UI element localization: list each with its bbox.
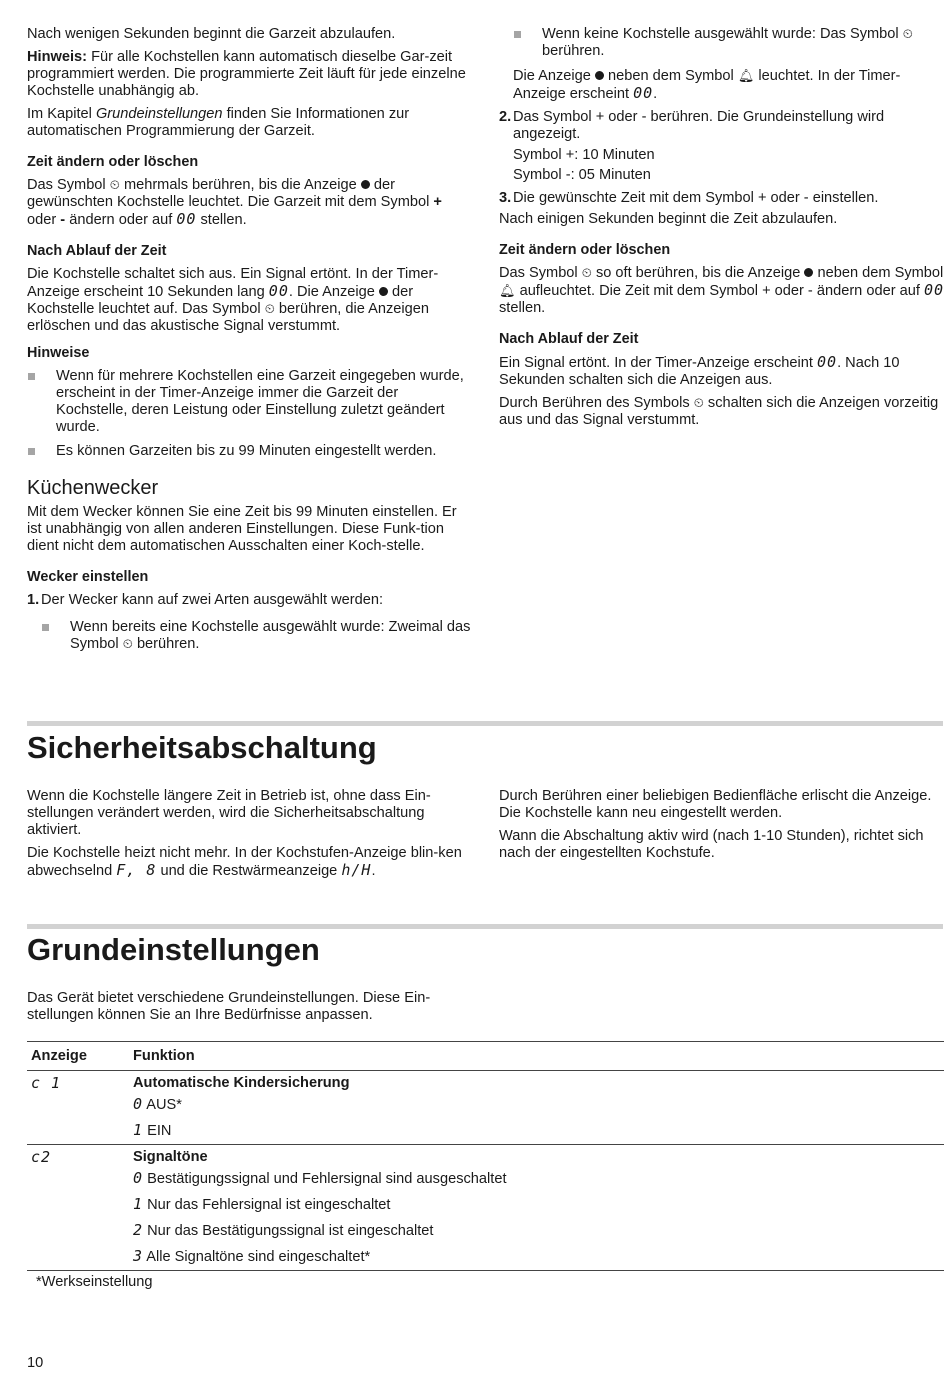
timer-icon: ⏲	[581, 266, 592, 281]
step-text: Der Wecker kann auf zwei Arten ausgewählt werden:	[41, 592, 384, 608]
timer-icon: ⏲	[264, 302, 275, 317]
symbol-plus-line: Symbol +: 10 Minuten	[513, 147, 655, 163]
text: Die Anzeige	[513, 68, 591, 84]
reference-paragraph	[27, 106, 473, 140]
ref-text: finden Sie Informationen zur automatischen Programmierung der Garzeit.	[27, 106, 410, 139]
safety-right	[499, 788, 945, 868]
text: Das Symbol	[499, 265, 578, 281]
paragraph: Das Gerät bietet verschiedene Grundeinstellungen. Diese Ein-stellungen können Sie an Ihre Bedürfnisse anpassen.	[27, 990, 431, 1023]
text: stellen.	[499, 300, 546, 316]
text: leuchtet. In der Timer-Anzeige erscheint	[513, 68, 901, 102]
text: Durch Berühren des Symbols	[499, 395, 690, 411]
text: Die Kochstelle schaltet sich aus. Ein Signal ertönt. In der Timer-Anzeige erscheint 10 Sekunden lang	[27, 266, 439, 300]
heading-after-time: Nach Ablauf der Zeit	[27, 243, 167, 259]
step1-options-cont	[513, 26, 945, 60]
page-number: 10	[27, 1355, 44, 1371]
section-divider	[27, 721, 943, 726]
text: Ein Signal ertönt. In der Timer-Anzeige erscheint	[499, 355, 813, 371]
heading-kitchen-timer: Küchenwecker	[27, 477, 159, 499]
section-title-safety: Sicherheitsabschaltung	[27, 730, 377, 765]
indicator-dot-icon	[595, 71, 604, 80]
text: neben dem Symbol	[817, 265, 944, 281]
hint-paragraph	[27, 49, 473, 100]
paragraph: Wenn die Kochstelle längere Zeit in Betrieb ist, ohne dass Ein-stellungen verändert werden, wird die Sicherheitsabschaltung aktiviert.	[27, 788, 431, 838]
column-header-display: Anzeige	[27, 1042, 129, 1071]
text: der gewünschten Kochstelle leuchtet. Die Garzeit mit dem Symbol	[27, 177, 430, 210]
timer-icon: ⏲	[693, 396, 704, 411]
segment-code: c2	[31, 1148, 52, 1166]
after-paragraph	[499, 354, 945, 389]
timer-icon: ⏲	[122, 637, 133, 652]
text: und die Restwärmeanzeige	[160, 863, 338, 879]
segment-code: 0	[133, 1095, 144, 1113]
table-header-row	[27, 1042, 944, 1071]
segment-code: 1	[133, 1121, 144, 1139]
text: der Kochstelle leuchtet auf. Das Symbol	[27, 284, 414, 317]
table-row	[27, 1071, 944, 1145]
bell-icon: 🔔︎	[737, 69, 755, 84]
paragraph: Nach wenigen Sekunden beginnt die Garzeit abzulaufen.	[27, 26, 396, 42]
heading-after-time: Nach Ablauf der Zeit	[499, 331, 639, 347]
function-title: Signaltöne	[133, 1149, 208, 1165]
segment-display-f8: F, 8	[116, 861, 157, 879]
option-text: Bestätigungssignal und Fehlersignal sind ausgeschaltet	[147, 1171, 507, 1187]
text: mehrmals berühren, bis die Anzeige	[123, 177, 357, 193]
heading-change-time: Zeit ändern oder löschen	[499, 242, 671, 258]
segment-display-00: 00	[176, 210, 197, 228]
option-line	[133, 1196, 940, 1214]
heading-hints: Hinweise	[27, 345, 90, 361]
text: aufleuchtet. Die Zeit mit dem Symbol + oder - ändern oder auf	[519, 283, 920, 299]
step-number: 1.	[27, 592, 40, 608]
safety-left	[27, 788, 473, 886]
text: .	[371, 863, 376, 879]
text: so oft berühren, bis die Anzeige	[595, 265, 801, 281]
option-text: AUS*	[146, 1097, 182, 1113]
section-divider	[27, 924, 943, 929]
option-line	[133, 1248, 940, 1266]
function-cell	[129, 1145, 944, 1271]
text: Die Kochstelle heizt nicht mehr. In der Kochstufen-Anzeige blin-ken abwechselnd	[27, 845, 462, 879]
indicator-dot-icon	[379, 287, 388, 296]
text: berühren.	[542, 43, 605, 59]
text: Wenn bereits eine Kochstelle ausgewählt wurde: Zweimal das Symbol	[70, 619, 471, 652]
segment-code: 1	[133, 1195, 144, 1213]
left-column	[27, 26, 473, 660]
list-item	[41, 619, 473, 653]
step1-options	[41, 619, 473, 653]
function-cell	[129, 1071, 944, 1145]
display-paragraph: Die Anzeige neben dem Symbol 🔔︎ leuchtet. In der Timer-Anzeige erscheint 00.	[513, 68, 901, 102]
ref-text: Im Kapitel	[27, 106, 96, 122]
bell-icon: 🔔︎	[499, 284, 516, 299]
after-paragraph-2	[499, 395, 945, 429]
change-paragraph	[27, 177, 473, 229]
plus-icon: +	[433, 194, 442, 210]
step-1	[27, 592, 473, 609]
text: berühren.	[136, 636, 200, 652]
segment-code: 0	[133, 1169, 144, 1187]
step-number: 3.	[499, 190, 512, 206]
option-text: Alle Signaltöne sind eingeschaltet*	[146, 1249, 371, 1265]
heading-change-time: Zeit ändern oder löschen	[27, 154, 199, 170]
column-header-function: Funktion	[129, 1042, 944, 1071]
display-code	[27, 1071, 129, 1145]
segment-code: 2	[133, 1221, 144, 1239]
text: neben dem Symbol	[608, 68, 734, 84]
option-line	[133, 1122, 940, 1140]
segment-display-hh: h/H	[341, 861, 372, 879]
step-text: Das Symbol + oder - berühren. Die Grundeinstellung wird angezeigt.	[513, 109, 885, 142]
step-number: 2.	[499, 109, 512, 125]
right-column	[499, 26, 945, 435]
indicator-dot-icon	[361, 180, 370, 189]
list-item	[513, 26, 945, 60]
settings-table	[27, 1041, 944, 1271]
kitchen-timer-paragraph: Mit dem Wecker können Sie eine Zeit bis 99 Minuten einstellen. Er ist unabhängig von allen anderen Einstellungen. Diese Funk-tion dient nicht dem automatischen Ausschalten einer Koch-stelle.	[27, 504, 457, 554]
heading-set-timer: Wecker einstellen	[27, 569, 149, 585]
paragraph: Nach einigen Sekunden beginnt die Zeit abzulaufen.	[499, 211, 838, 227]
paragraph: Wann die Abschaltung aktiv wird (nach 1-10 Stunden), richtet sich nach der eingestellten Kochstufe.	[499, 828, 924, 861]
text: schalten sich die Anzeigen vorzeitig aus und das Signal verstummt.	[499, 395, 939, 428]
option-line	[133, 1222, 940, 1240]
list-item: Es können Garzeiten bis zu 99 Minuten eingestellt werden.	[27, 443, 473, 460]
indicator-dot-icon	[804, 268, 813, 277]
change-paragraph	[499, 265, 945, 317]
segment-code: 3	[133, 1247, 144, 1265]
text: . Die Anzeige	[288, 284, 375, 300]
hint-text: Für alle Kochstellen kann automatisch dieselbe Gar-zeit programmiert werden. Die programmierte Zeit läuft für jede einzelne Kochstelle unabhängig ab.	[27, 49, 466, 99]
symbol-minus-line: Symbol -: 05 Minuten	[513, 167, 651, 183]
basic-intro	[27, 990, 473, 1030]
section-title-basic-settings: Grundeinstellungen	[27, 932, 320, 967]
segment-code: c 1	[31, 1074, 62, 1092]
segment-display-00: 00	[268, 282, 289, 300]
text: Das Symbol	[27, 177, 106, 193]
paragraph: Durch Berühren einer beliebigen Bedienfläche erlischt die Anzeige. Die Kochstelle kann neu eingestellt werden.	[499, 788, 932, 821]
text: Wenn keine Kochstelle ausgewählt wurde: Das Symbol	[542, 26, 899, 42]
option-text: Nur das Fehlersignal ist eingeschaltet	[147, 1197, 391, 1213]
minus-icon: -	[60, 212, 66, 228]
option-text: Nur das Bestätigungssignal ist eingeschaltet	[147, 1223, 434, 1239]
text: stellen.	[200, 212, 247, 228]
function-title: Automatische Kindersicherung	[133, 1075, 350, 1091]
table-row	[27, 1145, 944, 1271]
ref-chapter: Grundeinstellungen	[95, 106, 223, 122]
segment-display-00: 00	[633, 84, 654, 102]
segment-display-00: 00	[923, 281, 945, 299]
text: . Nach 10 Sekunden schalten sich die Anzeigen aus.	[499, 355, 900, 388]
step-2	[499, 109, 945, 143]
timer-icon: ⏲	[109, 178, 120, 193]
hints-list	[27, 368, 473, 460]
footnote: *Werkseinstellung	[36, 1274, 153, 1290]
text: berühren, die Anzeigen erlöschen und das akustische Signal verstummt.	[27, 301, 429, 334]
list-item: Wenn für mehrere Kochstellen eine Garzeit eingegeben wurde, erscheint in der Timer-Anzeige immer die Garzeit der Kochstelle, deren Leistung oder Einstellung zuletzt geändert wurde.	[27, 368, 473, 436]
option-line	[133, 1096, 940, 1114]
option-text: EIN	[147, 1123, 172, 1139]
step-3	[499, 190, 945, 207]
option-line	[133, 1170, 940, 1188]
timer-icon: ⏲	[902, 27, 913, 42]
text: oder	[27, 212, 57, 228]
text: ändern oder auf	[69, 212, 173, 228]
step-text: Die gewünschte Zeit mit dem Symbol + oder - einstellen.	[513, 190, 879, 206]
after-paragraph	[27, 266, 473, 335]
display-code	[27, 1145, 129, 1271]
paragraph	[27, 845, 473, 880]
segment-display-00: 00	[817, 353, 838, 371]
hint-label: Hinweis:	[27, 49, 88, 65]
